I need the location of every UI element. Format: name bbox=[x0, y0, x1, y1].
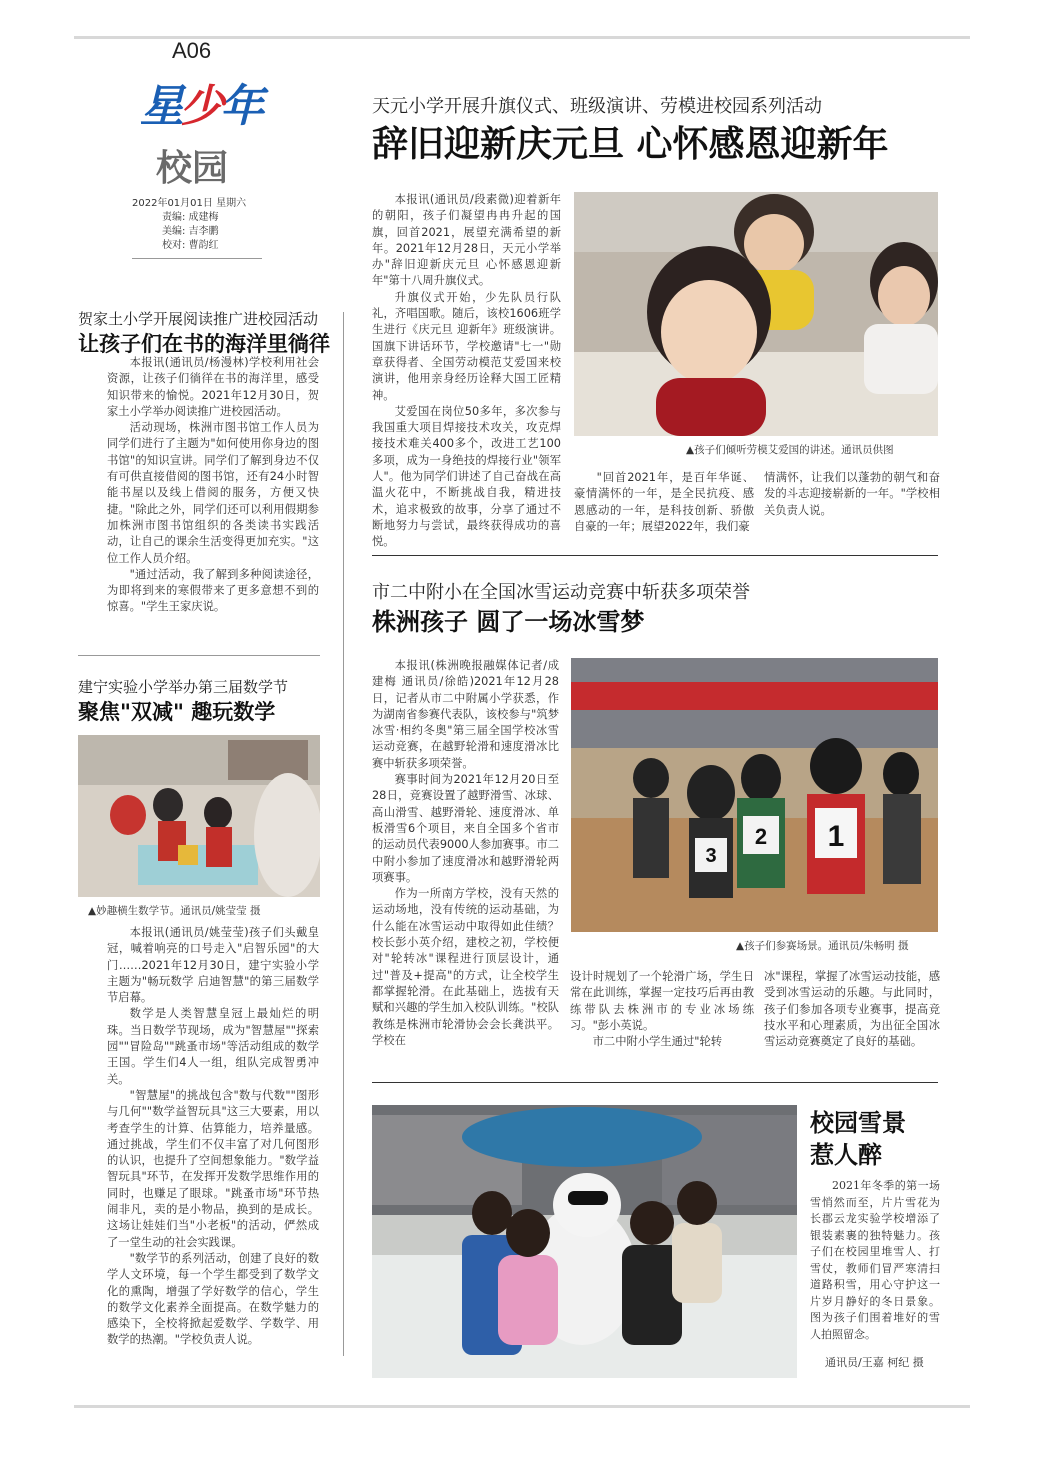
math-kicker: 建宁实验小学举办第三届数学节 bbox=[78, 678, 289, 696]
main-article-photo bbox=[574, 192, 938, 436]
masthead-meta bbox=[132, 197, 246, 253]
designer: 美编: 吉李鹏 bbox=[162, 226, 219, 237]
reading-kicker: 贺家土小学开展阅读推广进校园活动 bbox=[78, 310, 319, 328]
snow-article-photo bbox=[372, 1105, 797, 1378]
bottom-rule bbox=[74, 1405, 970, 1408]
main-headline: 辞旧迎新庆元旦 心怀感恩迎新年 bbox=[372, 124, 889, 165]
math-headline: 聚焦"双减" 趣玩数学 bbox=[78, 700, 276, 724]
main-paragraph: 艾爱国在岗位50多年，多次参与我国重大项目焊接技术攻关，攻克焊接技术难关400多个，改进工艺100多项，成为一身绝技的焊接行业"领军人"。他为同学们讲述了自己奋战在高温火花中，不断挑战自我，精进技术，追求极致的故事，分享了通过不断地努力与尝试，最终获得成功的喜悦。 bbox=[372, 404, 561, 549]
reading-headline: 让孩子们在书的海洋里徜徉 bbox=[78, 332, 330, 356]
snow-headline-line1: 校园雪景 bbox=[810, 1109, 906, 1137]
bib-number: 2 bbox=[754, 824, 768, 849]
section-divider bbox=[372, 1082, 938, 1083]
issue-date: 2022年01月01日 星期六 bbox=[132, 198, 247, 209]
skating-article-body: 本报讯(株洲晚报融媒体记者/成建梅 通讯员/徐皓)2021年12月28日，记者从市二中附属小学获悉，作为湖南省参赛代表队，该校参与"筑梦冰雪·相约冬奥"第三届全国学校冰雪运动竞赛，在越野轮滑和速度滑冰比赛中斩获多项荣誉。 赛事时间为2021年12月20日至28日，竞赛设置了越野滑雪、冰球、高山滑雪、越野滑轮、速度滑冰、单板滑雪6个项目，来自全国多个省市的运动员代表9000人参加赛事。市二中附小参加了速度滑冰和越野滑轮两项赛事。 作为一所南方学校，没有天然的运动场地，没有传统的运动基础，为什么能在冰雪运动中取得如此佳绩？校长彭小英介绍，建校之初，学校便对"轮转冰"课程进行顶层设计，通过"普及+提高"的方式，让全校学生都掌握轮滑。在此基础上，选拔有天赋和兴趣的学生加入校队训练。"校队教练是株洲市轮滑协会会长龚洪平。学校在 bbox=[372, 659, 559, 1047]
brand-logo: 星少年 bbox=[140, 81, 260, 132]
main-photo-caption: ▲孩子们倾听劳模艾爱国的讲述。通讯员供图 bbox=[686, 444, 894, 456]
math-photo-caption: ▲妙趣横生数学节。通讯员/姚莹莹 摄 bbox=[88, 905, 261, 917]
main-article-tail-col1: "回首2021年，是百年华诞、豪情满怀的一年，是全民抗疫、感恩感动的一年，是科技创新、骄傲自豪的一年；展望2022年，我们豪 bbox=[574, 471, 754, 533]
math-article-body: 本报讯(通讯员/姚莹莹)孩子们头戴皇冠，喊着响亮的口号走入"启智乐园"的大门……2021年12月30日，建宁实验小学主题为"畅玩数学 启迪智慧"的第三届数学节启幕。 数学是人类智慧皇冠上最灿烂的明珠。当日数学节现场，成为"智慧屋""探索园""冒险岛""跳蚤市场"等活动组成的数学王国。学生们4人一组，组队完成智勇冲关。 "智慧屋"的挑战包含"数与代数""图形与几何""数学益智玩具"这三大要素，用以考查学生的计算、估算能力，培养量感。通过挑战，学生们不仅丰富了对几何图形的认识，也提升了空间想象能力。"数学益智玩具"环节，在发挥开发数学思维作用的同时，也赚足了眼球。"跳蚤市场"环节热闹非凡，卖的是小物品，换到的是成长。这场让娃娃们当"小老板"的活动，俨然成了一堂生动的社会实践课。 "数学节的系列活动，创建了良好的数学人文环境，每一个学生都受到了数学文化的熏陶，增强了学好数学的信心，学生的数学文化素养全面提高。在数学魅力的感染下，全校将掀起爱数学、学数学、用数学的热潮。"学校负责人说。 bbox=[107, 926, 319, 1347]
skating-photo-caption: ▲孩子们参赛场景。通讯员/朱畅明 摄 bbox=[736, 940, 909, 952]
section-divider bbox=[372, 555, 938, 556]
bib-number: 1 bbox=[827, 820, 845, 853]
skating-col2: 设计时规划了一个轮滑广场，学生日常在此训练，掌握一定技巧后再由教练带队去株洲市的专业冰场练习。"彭小英说。 市二中附小学生通过"轮转 bbox=[570, 970, 754, 1049]
masthead-divider bbox=[132, 258, 262, 259]
bib-number: 3 bbox=[705, 845, 717, 867]
column-divider bbox=[343, 312, 344, 1356]
editor: 责编: 成建梅 bbox=[162, 212, 219, 223]
skating-headline: 株洲孩子 圆了一场冰雪梦 bbox=[372, 608, 645, 636]
section-title: 校园 bbox=[156, 147, 229, 189]
page-number: A06 bbox=[172, 38, 212, 63]
main-article-tail-col2: 情满怀，让我们以蓬勃的朝气和奋发的斗志迎接崭新的一年。"学校相关负责人说。 bbox=[764, 471, 940, 517]
main-article-body bbox=[372, 192, 561, 551]
skating-kicker: 市二中附小在全国冰雪运动竞赛中斩获多项荣誉 bbox=[372, 582, 750, 603]
reading-article-body: 本报讯(通讯员/杨漫林)学校利用社会资源，让孩子们徜徉在书的海洋里，感受知识带来的愉悦。2021年12月30日，贺家土小学举办阅读推广进校园活动。 活动现场，株洲市图书馆工作人员为同学们进行了主题为"如何使用你身边的图书馆"的知识宣讲。同学们了解到身边不仅有可供直接借阅的图书馆，还有24小时智能书屋以及线上借阅的服务，方便又快捷。"除此之外，同学们还可以利用假期参加株洲市图书馆组织的各类读书实践活动，让自己的课余生活变得更加充实。"这位工作人员介绍。 "通过活动，我了解到多种阅读途径，为即将到来的寒假带来了更多意想不到的惊喜。"学生王家庆说。 bbox=[107, 356, 319, 614]
snow-headline-line2: 惹人醉 bbox=[810, 1141, 882, 1169]
snow-article-body: 2021年冬季的第一场雪悄然而至，片片雪花为长郡云龙实验学校增添了银装素裹的独特魅力。孩子们在校园里堆雪人、打雪仗，教师们冒严寒清扫道路积雪，用心守护这一片岁月静好的冬日景象。图为孩子们围着堆好的雪人拍照留念。 bbox=[810, 1179, 940, 1341]
math-article-photo bbox=[78, 735, 320, 897]
proofreader: 校对: 曹韵红 bbox=[162, 240, 219, 251]
skating-article-photo bbox=[571, 658, 938, 932]
skating-col3: 冰"课程，掌握了冰雪运动技能，感受到冰雪运动的乐趣。与此同时，孩子们参加各项专业赛事，提高竞技水平和心理素质，为出征全国冰雪运动竞赛奠定了良好的基础。 bbox=[764, 970, 940, 1049]
main-paragraph: 本报讯(通讯员/段素微)迎着新年的朝阳，孩子们凝望冉冉升起的国旗，回首2021，展望充满希望的新年。2021年12月28日，天元小学举办"辞旧迎新庆元旦 心怀感恩迎新年"第十八周升旗仪式。 bbox=[372, 193, 561, 288]
snow-photo-credit: 通讯员/王嘉 柯纪 摄 bbox=[825, 1356, 924, 1369]
main-paragraph: 升旗仪式开始，少先队员行队礼，齐唱国歌。随后，该校1606班学生进行《庆元旦 迎新年》班级演讲。国旗下讲话环节，学校邀请"七一"勋章获得者、全国劳动模范艾爱国来校演讲，他用亲身经历诠释大国工匠精神。 bbox=[372, 290, 561, 402]
main-kicker: 天元小学开展升旗仪式、班级演讲、劳模进校园系列活动 bbox=[372, 96, 822, 117]
left-divider bbox=[78, 655, 320, 656]
